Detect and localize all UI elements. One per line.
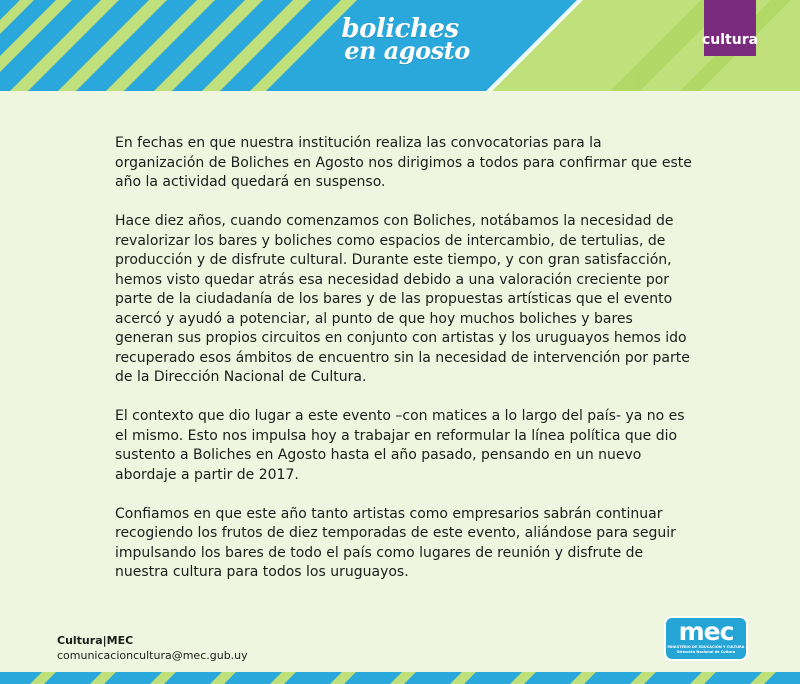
footer-email[interactable]: comunicacioncultura@mec.gub.uy [57, 649, 248, 662]
paragraph-2: Hace diez años, cuando comenzamos con Boliches, notábamos la necesidad de revalorizar los bares y boliches como espacios de intercambio, de tertulias, de producción y de disfrute cultural. Durante este tiempo, y con gran satisfacción, hemos visto quedar atrás esa necesidad debido a una valoración creciente por parte de la ciudadanía de los bares y de las propuestas artísticas que el evento acercó y ayudó a potenciar, al punto de que hoy muchos boliches y bares generan sus propios circuitos en conjunto con artistas y los uruguayos hemos ido recuperado esos ámbitos de encuentro sin la necesidad de intervención por parte de la Dirección Nacional de Cultura. [115, 213, 690, 385]
mec-logo-text: mec [678, 617, 734, 646]
paragraph-3: El contexto que dio lugar a este evento –con matices a lo largo del país- ya no es el mismo. Esto nos impulsa hoy a trabajar en reformular la línea política que dio sustento a Boliches en Agosto hasta el año pasado, pensando en un nuevo abordaje a partir de 2017. [115, 408, 685, 483]
logo-line1: boliches [341, 14, 459, 44]
mec-subtitle-1: MINISTERIO DE EDUCACIÓN Y CULTURA [667, 645, 745, 649]
mec-logo [664, 616, 748, 661]
header-banner [0, 0, 800, 91]
footer-brand: Cultura|MEC [57, 634, 134, 647]
boliches-en-agosto-logo [0, 14, 800, 65]
announcement-body [115, 134, 695, 602]
cultura-tab [701, 0, 759, 56]
paragraph-1: En fechas en que nuestra institución realiza las convocatorias para la organización de Boliches en Agosto nos dirigimos a todos para confirmar que este año la actividad quedará en suspenso. [115, 135, 692, 190]
mec-subtitle-2: Dirección Nacional de Cultura [676, 649, 736, 654]
cultura-tab-label: cultura [701, 32, 759, 48]
paragraph-4: Confiamos en que este año tanto artistas como empresarios sabrán continuar recogiendo los frutos de diez temporadas de este evento, aliándose para seguir impulsando los bares de todo el país como lugares de reunión y disfrute de nuestra cultura para todos los uruguayos. [115, 505, 676, 580]
footer-contact [57, 633, 248, 663]
logo-line2: en agosto [344, 36, 470, 65]
footer-stripe-graphic [0, 672, 800, 684]
